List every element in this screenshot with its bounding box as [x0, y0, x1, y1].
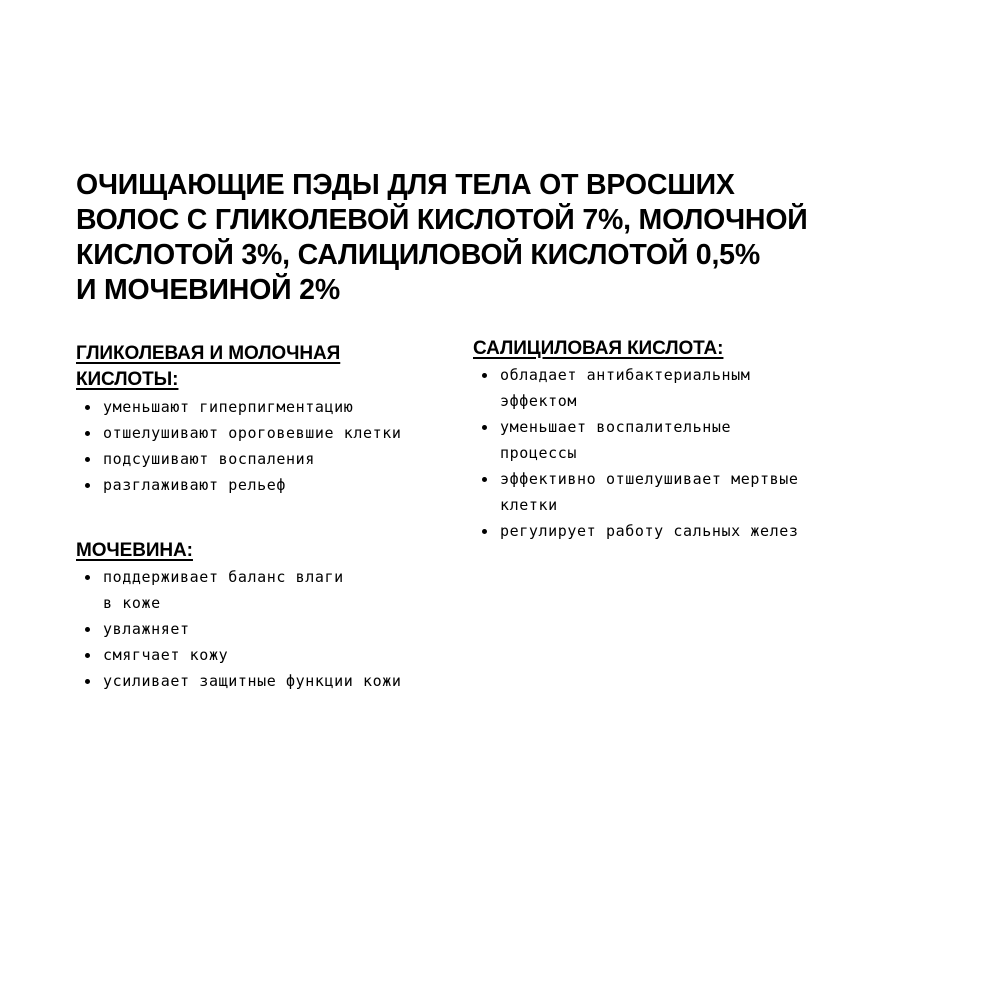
list-item	[76, 668, 466, 694]
section-glycolic-lactic-acids	[76, 341, 466, 498]
section-salicylic-acid	[473, 336, 893, 544]
list-item-text: усиливает защитные функции кожи	[103, 672, 402, 690]
section-heading-line: КИСЛОТЫ:	[76, 369, 179, 390]
section-urea	[76, 538, 466, 694]
benefits-list	[473, 362, 893, 544]
list-item	[76, 446, 466, 472]
list-item	[76, 564, 466, 616]
list-item-text: разглаживают рельеф	[103, 476, 286, 494]
list-item-text: поддерживает баланс влаги	[103, 568, 344, 586]
list-item	[76, 420, 466, 446]
title-line: ВОЛОС С ГЛИКОЛЕВОЙ КИСЛОТОЙ 7%, МОЛОЧНОЙ	[76, 204, 808, 236]
title-line: И МОЧЕВИНОЙ 2%	[76, 274, 340, 306]
list-item	[473, 466, 893, 518]
list-item-text: увлажняет	[103, 620, 190, 638]
section-heading-line: МОЧЕВИНА:	[76, 540, 193, 561]
product-title	[76, 168, 956, 308]
section-heading-line: САЛИЦИЛОВАЯ КИСЛОТА:	[473, 338, 724, 359]
list-item-text: эффектом	[500, 392, 578, 410]
section-heading	[76, 341, 466, 393]
list-item	[473, 518, 893, 544]
title-line: КИСЛОТОЙ 3%, САЛИЦИЛОВОЙ КИСЛОТОЙ 0,5%	[76, 239, 760, 271]
section-heading	[76, 538, 466, 564]
list-item-text: уменьшает воспалительные	[500, 418, 732, 436]
benefits-list	[76, 564, 466, 694]
list-item-text: эффективно отшелушивает мертвые	[500, 470, 799, 488]
list-item-text: отшелушивают ороговевшие клетки	[103, 424, 402, 442]
benefits-list	[76, 394, 466, 498]
list-item-text: клетки	[500, 496, 558, 514]
list-item	[76, 394, 466, 420]
list-item-text: в коже	[103, 594, 161, 612]
section-heading	[473, 336, 893, 362]
list-item	[76, 616, 466, 642]
list-item	[473, 414, 893, 466]
list-item-text: обладает антибактериальным	[500, 366, 751, 384]
list-item-text: регулирует работу сальных желез	[500, 522, 799, 540]
list-item	[473, 362, 893, 414]
section-heading-line: ГЛИКОЛЕВАЯ И МОЛОЧНАЯ	[76, 343, 341, 364]
list-item	[76, 642, 466, 668]
list-item	[76, 472, 466, 498]
list-item-text: смягчает кожу	[103, 646, 229, 664]
list-item-text: подсушивают воспаления	[103, 450, 315, 468]
title-line: ОЧИЩАЮЩИЕ ПЭДЫ ДЛЯ ТЕЛА ОТ ВРОСШИХ	[76, 169, 735, 201]
list-item-text: процессы	[500, 444, 578, 462]
list-item-text: уменьшают гиперпигментацию	[103, 398, 354, 416]
